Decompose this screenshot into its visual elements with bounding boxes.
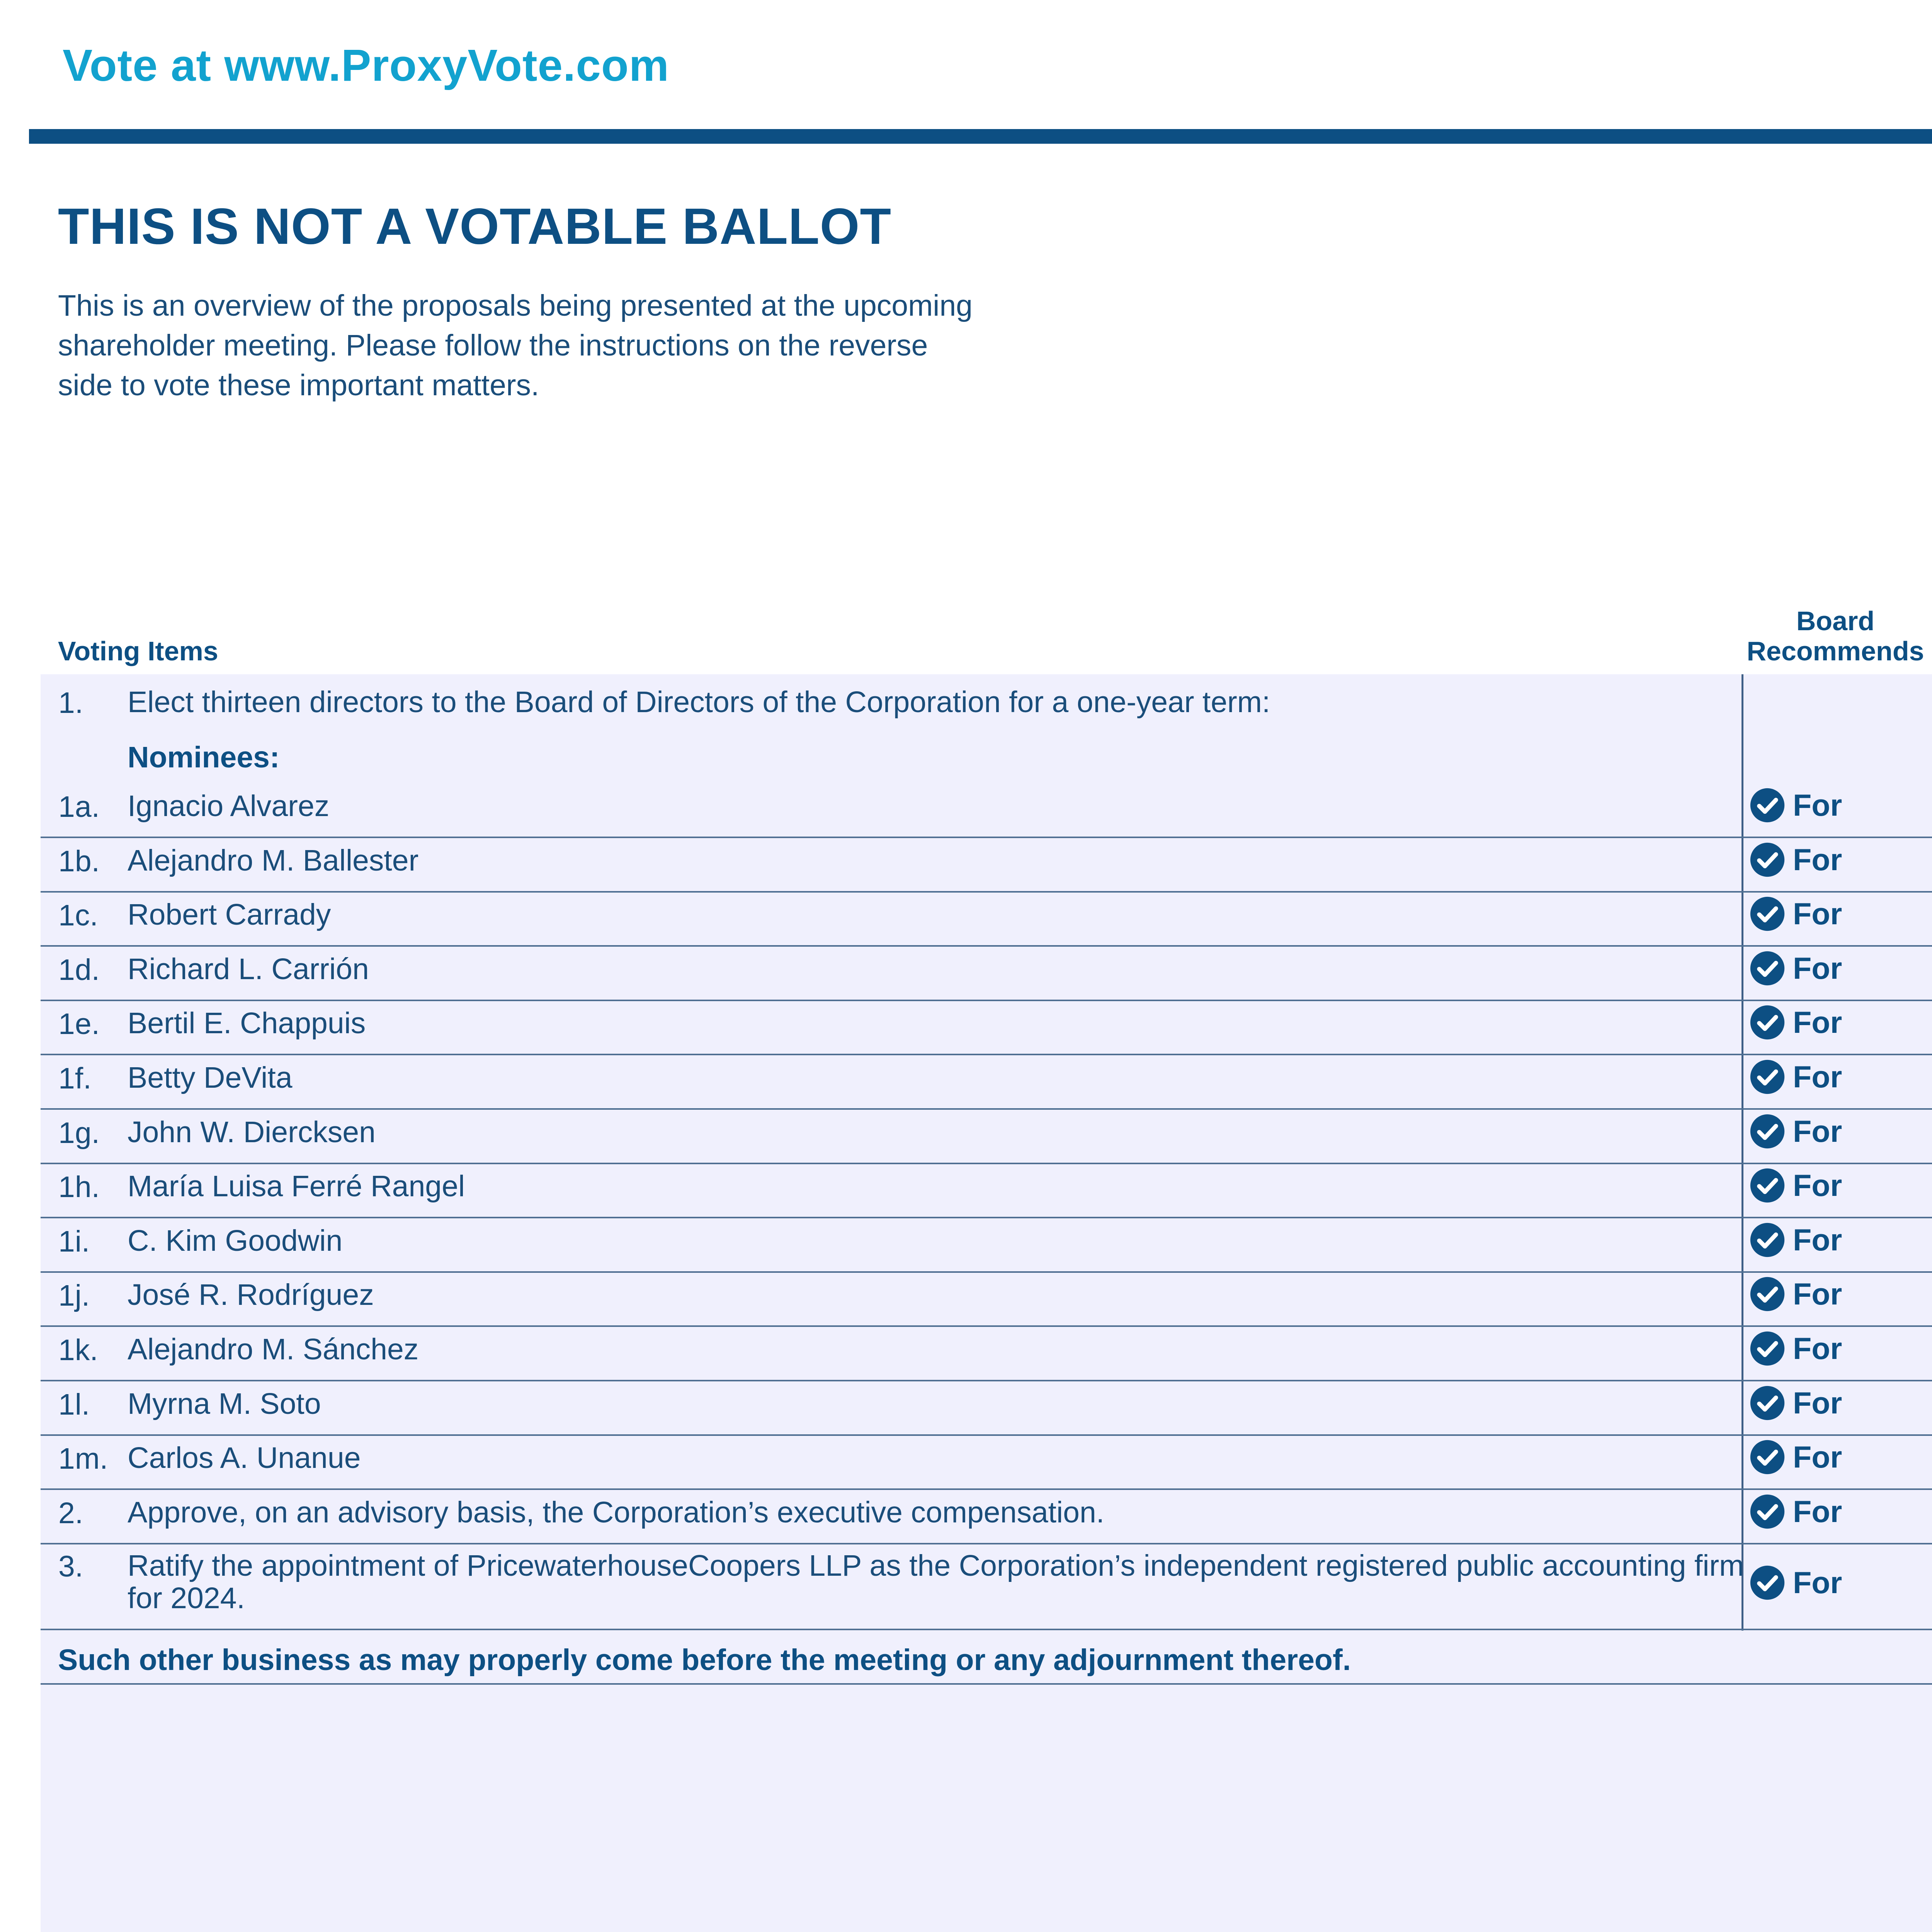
recommendation-label: For <box>1793 1385 1842 1420</box>
board-recommends-header <box>1735 606 1932 666</box>
board-recommendation <box>1750 787 1842 823</box>
item-text: Richard L. Carrión <box>128 952 369 986</box>
check-circle-icon <box>1750 1439 1785 1475</box>
check-circle-icon <box>1750 1276 1785 1312</box>
item-text: Approve, on an advisory basis, the Corporation’s executive compensation. <box>128 1495 1105 1529</box>
row-divider <box>41 1271 1932 1273</box>
row-divider <box>41 1683 1932 1685</box>
item-number: 1i. <box>58 1225 90 1258</box>
item-number: 1c. <box>58 899 98 932</box>
check-circle-icon <box>1750 1565 1785 1600</box>
item-number: 1h. <box>58 1170 100 1204</box>
item-text: Alejandro M. Sánchez <box>128 1333 419 1366</box>
page-title: THIS IS NOT A VOTABLE BALLOT <box>58 198 892 255</box>
header-rule <box>29 129 1932 144</box>
check-circle-icon <box>1750 1059 1785 1095</box>
check-circle-icon <box>1750 896 1785 932</box>
recommendation-label: For <box>1793 1440 1842 1475</box>
proposal-1-row <box>41 686 1932 724</box>
item-text: María Luisa Ferré Rangel <box>128 1170 465 1203</box>
row-divider <box>41 1000 1932 1001</box>
check-circle-icon <box>1750 1331 1785 1366</box>
row-divider <box>41 1380 1932 1381</box>
recommendation-label: For <box>1793 842 1842 877</box>
row-divider <box>41 1325 1932 1327</box>
recommendation-label: For <box>1793 1565 1842 1600</box>
nominees-label: Nominees: <box>128 741 280 774</box>
board-recommendation <box>1750 1114 1842 1149</box>
row-divider <box>41 1108 1932 1110</box>
recommendation-label: For <box>1793 788 1842 822</box>
board-recommendation <box>1750 951 1842 986</box>
proposal-1-text: Elect thirteen directors to the Board of Directors of the Corporation for a one-year term: <box>128 685 1270 719</box>
item-text: Myrna M. Soto <box>128 1387 321 1420</box>
board-recommendation <box>1750 1168 1842 1203</box>
row-divider <box>41 837 1932 838</box>
proxyvote-link[interactable]: Vote at www.ProxyVote.com <box>63 40 669 90</box>
check-circle-icon <box>1750 842 1785 878</box>
board-recommendation <box>1750 1222 1842 1258</box>
recommendation-label: For <box>1793 1005 1842 1040</box>
voting-items-header: Voting Items <box>58 636 218 666</box>
check-circle-icon <box>1750 1168 1785 1203</box>
board-recommendation <box>1750 1331 1842 1366</box>
recommendation-label: For <box>1793 1277 1842 1311</box>
recommendation-label: For <box>1793 1114 1842 1148</box>
item-number: 1b. <box>58 844 100 878</box>
item-text: Robert Carrady <box>128 898 331 932</box>
recommendation-label: For <box>1793 1222 1842 1257</box>
check-circle-icon <box>1750 1385 1785 1421</box>
board-recommendation <box>1750 1059 1842 1095</box>
check-circle-icon <box>1750 1222 1785 1258</box>
item-text: C. Kim Goodwin <box>128 1224 343 1257</box>
board-recommendation <box>1750 1494 1842 1529</box>
row-divider <box>41 1543 1932 1544</box>
item-text: Ratify the appointment of PricewaterhouseCoopers LLP as the Corporation’s independent registered public accounting firm for 2024. <box>128 1549 1744 1615</box>
item-text: Carlos A. Unanue <box>128 1441 361 1475</box>
item-text: Betty DeVita <box>128 1061 293 1094</box>
item-number: 1a. <box>58 790 100 823</box>
board-recommendation <box>1750 1385 1842 1421</box>
board-recommendation <box>1750 842 1842 878</box>
item-text: Alejandro M. Ballester <box>128 844 419 877</box>
item-text: Ignacio Alvarez <box>128 789 330 823</box>
check-circle-icon <box>1750 951 1785 986</box>
board-recommendation <box>1750 1565 1842 1600</box>
item-number: 1e. <box>58 1007 100 1041</box>
board-recommends-header-line2: Recommends <box>1747 636 1924 666</box>
row-divider <box>41 1163 1932 1164</box>
item-number: 1g. <box>58 1116 100 1150</box>
row-divider <box>41 1217 1932 1218</box>
item-number: 1d. <box>58 953 100 986</box>
check-circle-icon <box>1750 787 1785 823</box>
recommendation-label: For <box>1793 1494 1842 1529</box>
board-recommendation <box>1750 896 1842 932</box>
recommendation-label: For <box>1793 1331 1842 1366</box>
item-number: 2. <box>58 1496 83 1530</box>
board-recommendation <box>1750 1276 1842 1312</box>
row-divider <box>41 1488 1932 1490</box>
item-text: Bertil E. Chappuis <box>128 1007 366 1040</box>
recommendation-label: For <box>1793 951 1842 985</box>
check-circle-icon <box>1750 1494 1785 1529</box>
row-divider <box>41 945 1932 947</box>
item-number: 1k. <box>58 1333 98 1367</box>
check-circle-icon <box>1750 1114 1785 1149</box>
item-text: José R. Rodríguez <box>128 1278 374 1312</box>
recommendation-label: For <box>1793 896 1842 931</box>
board-recommends-header-line1: Board <box>1796 606 1875 636</box>
proposal-1-number: 1. <box>58 686 83 719</box>
item-number: 1j. <box>58 1279 90 1313</box>
item-text: John W. Diercksen <box>128 1115 376 1149</box>
recommendation-label: For <box>1793 1168 1842 1203</box>
item-number: 1l. <box>58 1388 90 1421</box>
item-number: 1f. <box>58 1062 92 1095</box>
item-number: 1m. <box>58 1442 108 1476</box>
other-business-note: Such other business as may properly come before the meeting or any adjournment thereof. <box>58 1643 1351 1677</box>
row-divider <box>41 1629 1932 1630</box>
row-divider <box>41 1434 1932 1436</box>
recommendation-label: For <box>1793 1060 1842 1094</box>
board-recommendation <box>1750 1439 1842 1475</box>
board-recommendation <box>1750 1005 1842 1040</box>
intro-text: This is an overview of the proposals being presented at the upcoming shareholder meeting. Please follow the instructions on the reverse side to vote these important matters. <box>58 289 973 402</box>
row-divider <box>41 1054 1932 1055</box>
item-number: 3. <box>58 1550 83 1583</box>
row-divider <box>41 891 1932 893</box>
check-circle-icon <box>1750 1005 1785 1040</box>
